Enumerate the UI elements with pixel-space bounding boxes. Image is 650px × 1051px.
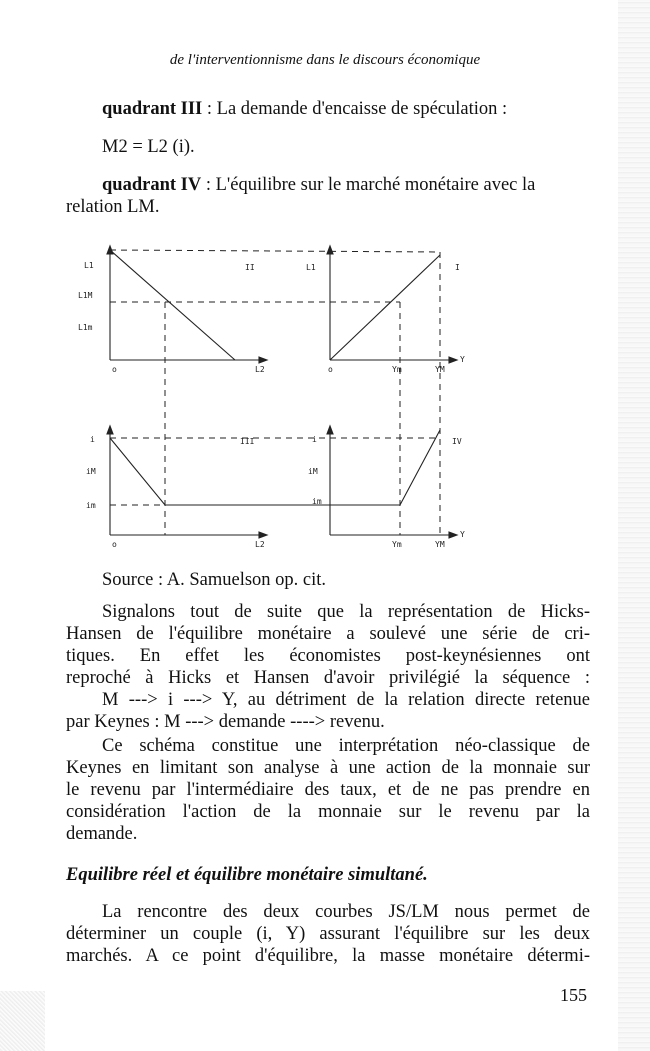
q1-label-o: o [328,365,333,374]
paragraph-line: La rencontre des deux courbes JS/LM nous permet de [102,902,590,922]
paragraph-line: considération l'action de la monnaie sur le revenu par la [66,802,590,822]
scan-corner-texture [0,991,45,1051]
q4-y-arrow [327,426,333,434]
q3-y-arrow [107,426,113,434]
q3-label-i: i [90,435,95,444]
paragraph-line: marchés. A ce point d'équilibre, la masse monétaire détermi- [66,946,590,966]
paragraph-line: tiques. En effet les économistes post-keynésiennes ont [66,646,590,666]
q4-label-Y: Y [460,530,465,539]
q4-label-i: i [312,435,317,444]
q3-quadrant-id: III [240,437,255,446]
q4-x-arrow [449,532,457,538]
quadrant-iv-text: : L'équilibre sur le marché monétaire avec la [201,175,536,195]
q1-x-arrow [449,357,457,363]
quadrant-iii-line [102,98,590,120]
paragraph-line: Ce schéma constitue une interprétation néo-classique de [102,736,590,756]
paragraph-line: le revenu par l'intermédiaire des taux, et de ne pas prendre en [66,780,590,800]
paragraph-line: reproché à Hicks et Hansen d'avoir privilégié la séquence : [66,668,590,688]
q1-label-Ym: Ym [392,365,402,374]
q3-label-iM: iM [86,467,96,476]
four-quadrant-diagram [70,240,480,550]
paragraph-line: demande. [66,824,138,844]
scan-edge-texture [618,0,650,1051]
q2-x-arrow [259,357,267,363]
q3-x-arrow [259,532,267,538]
paragraph-line: Signalons tout de suite que la représentation de Hicks- [102,602,590,622]
q4-label-iM: iM [308,467,318,476]
q2-label-L1M: L1M [78,291,93,300]
q1-label-Y: Y [460,355,465,364]
quadrant-iii-text: : La demande d'encaisse de spéculation : [202,99,508,119]
paragraph-line: Hansen de l'équilibre monétaire a soulevé une série de cri- [66,624,590,644]
q2-label-L1: L1 [84,261,94,270]
section-title: Equilibre réel et équilibre monétaire simultané. [66,865,428,885]
paragraph-line: par Keynes : M ---> demande ----> revenu. [66,712,385,732]
paragraph-line: Keynes en limitant son analyse à une action de la monnaie sur [66,758,590,778]
q1-quadrant-id: I [455,263,460,272]
q2-label-o: o [112,365,117,374]
paragraph-line: déterminer un couple (i, Y) assurant l'équilibre sur les deux [66,924,590,944]
figure-source: Source : A. Samuelson op. cit. [102,570,327,590]
q2-curve-L2 [110,250,235,360]
q3-label-L2: L2 [255,540,265,549]
page-number: 155 [560,985,587,1005]
q4-label-YM: YM [435,540,445,549]
q1-curve-L1 [330,255,440,360]
formula: M2 = L2 (i). [102,137,195,157]
q3-label-o: o [112,540,117,549]
q4-label-Ym: Ym [392,540,402,549]
quadrant-iii-label: quadrant III [102,99,203,119]
q1-label-YM: YM [435,365,445,374]
quadrant-iv-continuation: relation LM. [66,197,160,217]
q4-label-im: im [312,497,322,506]
quadrant-iv-label: quadrant IV [102,175,202,195]
q4-quadrant-id: IV [452,437,462,446]
q2-label-L2: L2 [255,365,265,374]
guide-lines [110,250,440,535]
running-head: de l'interventionnisme dans le discours économique [169,52,481,68]
q3-label-im: im [86,501,96,510]
q3-curve-M2 [110,438,330,505]
paragraph-line: M ---> i ---> Y, au détriment de la relation directe retenue [102,690,590,710]
q1-label-L1: L1 [306,263,316,272]
quadrant-iv-line [102,174,590,196]
q2-label-L1m: L1m [78,323,93,332]
q2-quadrant-id: II [245,263,255,272]
q4-curve-LM [330,430,440,505]
q1-y-arrow [327,246,333,254]
